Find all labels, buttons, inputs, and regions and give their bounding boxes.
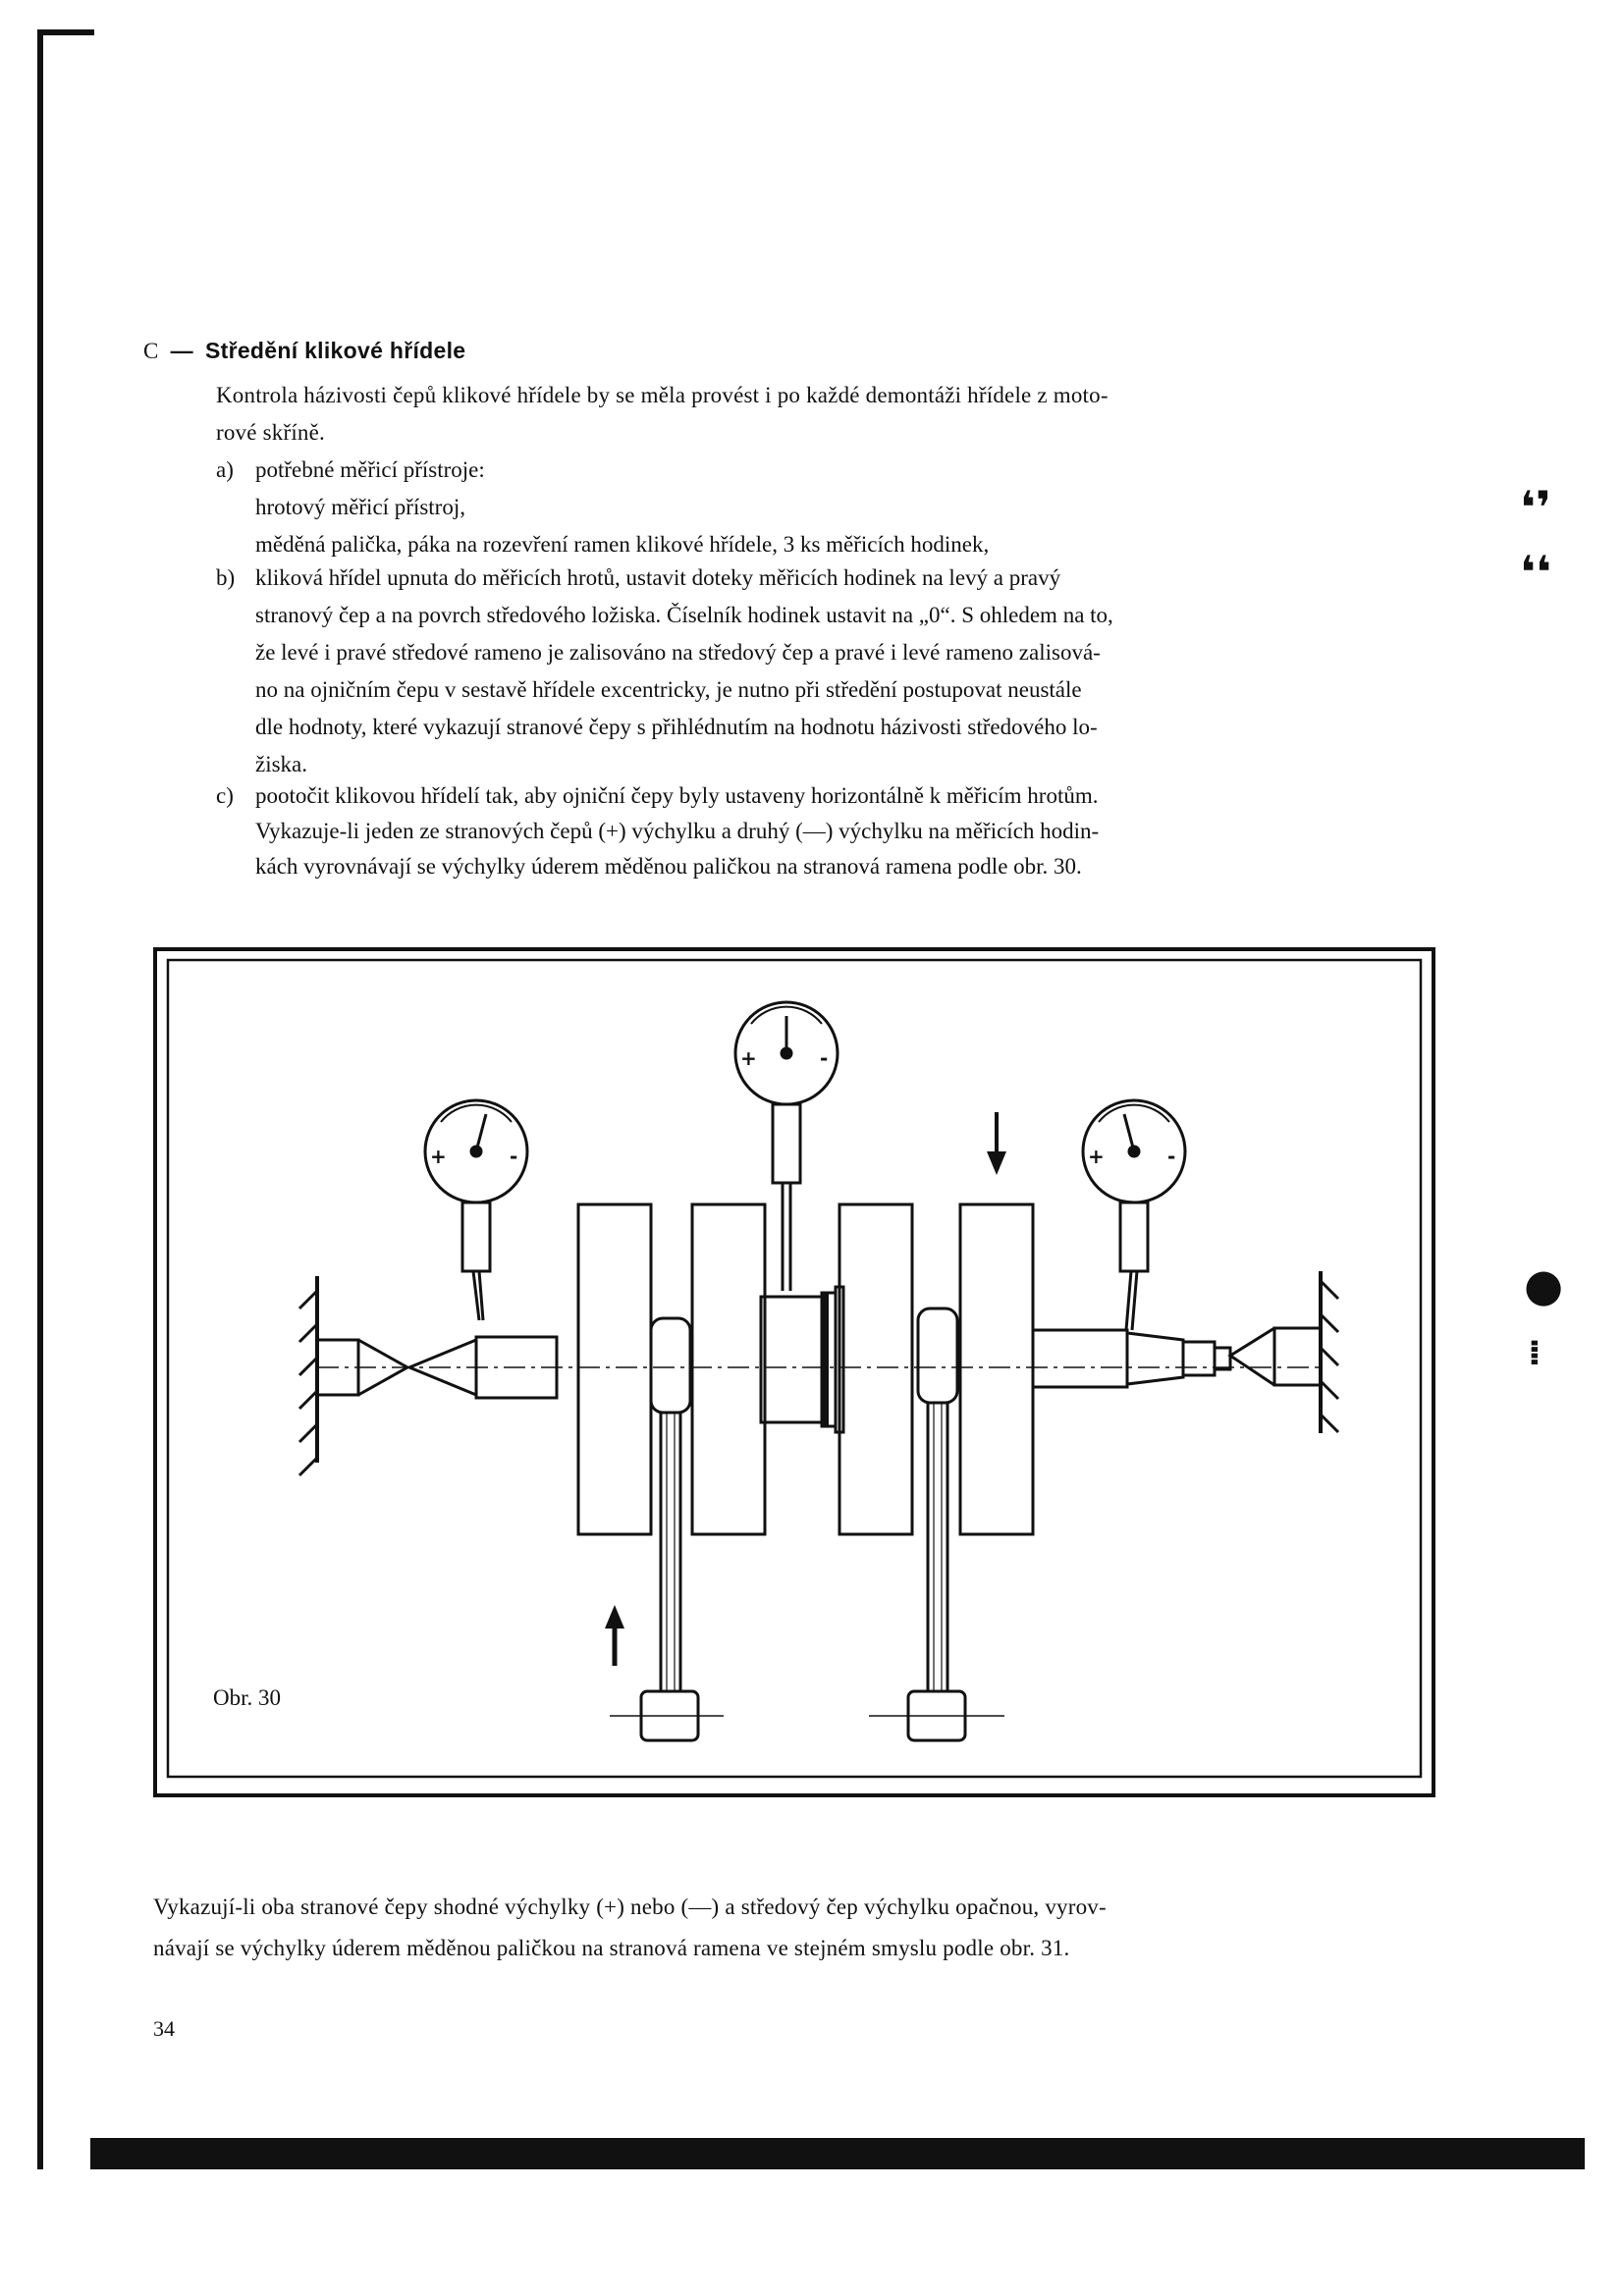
list-label-a: a) <box>216 457 234 482</box>
item-b-line-4: no na ojničním čepu v sestavě hřídele excentricky, je nutno při středění postupovat neustále <box>255 677 1082 702</box>
right-connecting-rod <box>869 1308 1004 1740</box>
margin-speck-4: ⁞ <box>1528 1333 1542 1373</box>
item-b-line-6: žiska. <box>255 752 308 776</box>
list-item-c <box>216 777 1434 895</box>
list-label-c: c) <box>216 783 234 808</box>
crank-web-4 <box>960 1204 1033 1534</box>
item-b-line-3: že levé i pravé středové rameno je zalisováno na středový čep a pravé i levé rameno zalisová- <box>255 640 1101 665</box>
gauge-center-minus: - <box>820 1046 829 1070</box>
left-edge-rule <box>37 29 43 2169</box>
gauge-center-plus: + <box>740 1046 757 1070</box>
bottom-edge-rule <box>90 2138 1585 2169</box>
section-dash: — <box>170 338 193 363</box>
item-b-line-2: stranový čep a na povrch středového ložiska. Číselník hodinek ustavit na „0“. S ohledem na to, <box>255 603 1113 627</box>
left-connecting-rod <box>610 1318 724 1740</box>
intro-paragraph <box>216 377 1426 452</box>
left-wall-support <box>299 1276 317 1475</box>
dial-gauge-right <box>1083 1100 1185 1330</box>
figure-30 <box>152 937 1440 1806</box>
page-number: 34 <box>153 2016 175 2041</box>
margin-speck-1: ❛❜ <box>1520 481 1551 534</box>
crank-web-2 <box>692 1204 765 1534</box>
intro-line-2: rové skříně. <box>216 420 325 445</box>
item-c-line-3: kách vyrovnávají se výchylky úderem měděnou paličkou na stranová ramena podle obr. 30. <box>255 854 1082 879</box>
closing-line-2: návají se výchylky úderem měděnou paličkou na stranová ramena ve stejném smyslu podle obr. 31. <box>153 1936 1070 1960</box>
right-center-point <box>1230 1328 1321 1385</box>
margin-speck-3: ● <box>1524 1258 1564 1311</box>
center-bearing <box>761 1287 843 1432</box>
gauge-left-minus: - <box>510 1145 518 1168</box>
gauge-left-plus: + <box>430 1145 447 1168</box>
figure-outer-frame <box>155 949 1434 1795</box>
margin-speck-2: ❛❛ <box>1520 546 1551 599</box>
list-item-a <box>216 452 1434 569</box>
crank-web-1 <box>578 1204 651 1534</box>
item-b-line-5: dle hodnoty, které vykazují stranové čepy s přihlédnutím na hodnotu házivosti středového lo- <box>255 715 1098 739</box>
intro-line-1: Kontrola házivosti čepů klikové hřídele by se měla provést i po každé demontáži hřídele z moto- <box>216 383 1109 407</box>
crankshaft-diagram <box>152 937 1440 1801</box>
dial-gauge-left <box>425 1100 527 1320</box>
item-a-line-3: měděná palička, páka na rozevření ramen klikové hřídele, 3 ks měřicích hodinek, <box>255 532 990 557</box>
crank-web-3 <box>839 1204 912 1534</box>
list-item-b <box>216 560 1434 785</box>
item-c-line-1: pootočit klikovou hřídelí tak, aby ojniční čepy byly ustaveny horizontálně k měřicím hrotům. <box>255 783 1099 808</box>
arrow-up-head <box>605 1605 624 1629</box>
section-title: Středění klikové hřídele <box>204 338 466 363</box>
item-a-line-1: potřebné měřicí přístroje: <box>255 457 485 482</box>
gauge-right-minus: - <box>1167 1145 1176 1168</box>
closing-paragraph <box>153 1887 1435 1969</box>
closing-line-1: Vykazují-li oba stranové čepy shodné výchylky (+) nebo (—) a středový čep výchylku opačnou, vyrov- <box>153 1895 1107 1919</box>
list-label-b: b) <box>216 565 236 590</box>
section-letter: C <box>143 339 159 363</box>
top-corner-mark <box>37 29 94 35</box>
section-heading <box>143 338 465 364</box>
right-shaft-journal <box>1033 1330 1230 1387</box>
figure-caption: Obr. 30 <box>213 1685 281 1710</box>
figure-inner-frame <box>168 960 1421 1777</box>
right-wall-support <box>1321 1271 1338 1433</box>
item-c-line-2: Vykazuje-li jeden ze stranových čepů (+) výchylku a druhý (—) výchylku na měřicích hodin- <box>255 819 1100 843</box>
gauge-right-plus: + <box>1088 1145 1105 1168</box>
item-b-line-1: kliková hřídel upnuta do měřicích hrotů, ustavit doteky měřicích hodinek na levý a pravý <box>255 565 1061 590</box>
arrow-down-head <box>987 1151 1006 1175</box>
item-a-line-2: hrotový měřicí přístroj, <box>255 495 465 519</box>
